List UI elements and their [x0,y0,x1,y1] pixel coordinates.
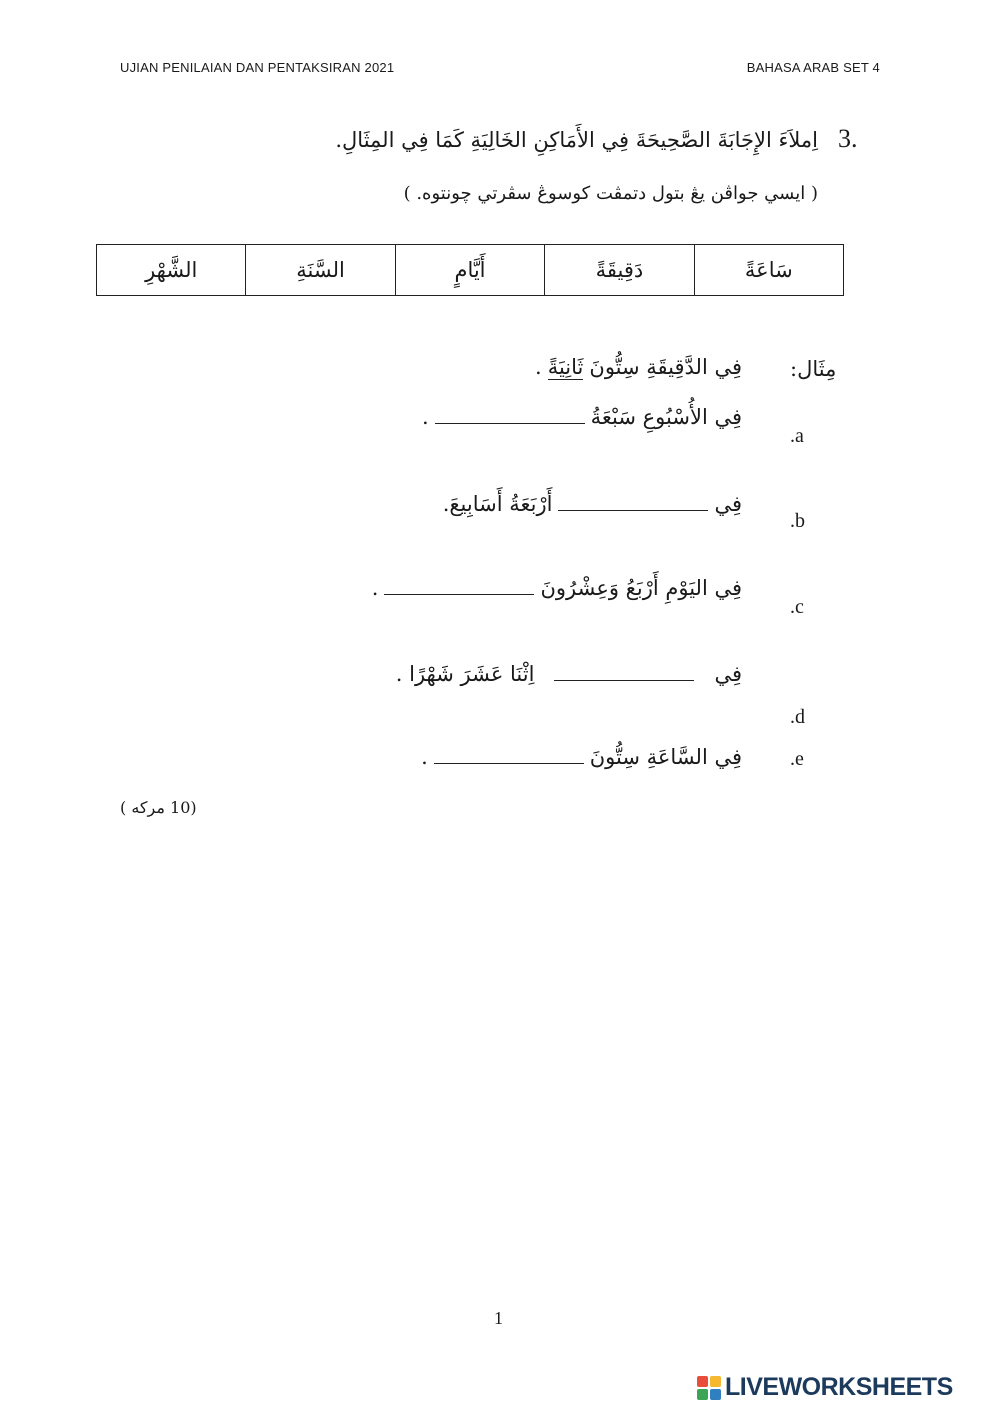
example-sentence [535,355,742,380]
item-c-sentence [372,576,742,600]
page-number: 1 [494,1308,503,1328]
item-c-end: . [371,576,379,600]
header-left-title: UJIAN PENILAIAN DAN PENTAKSIRAN 2021 [120,60,395,75]
liveworksheets-wordmark: LIVEWORKSHEETS [725,1373,953,1401]
item-e-text: فِي السَّاعَةِ سِتُّونَ [589,745,742,769]
item-b-letter: .b [790,510,805,532]
item-e-letter: .e [790,748,804,770]
logo-square [697,1389,708,1400]
word-bank-table [96,244,844,296]
logo-square [697,1376,708,1387]
word-bank-cell: أَيَّامٍ [395,245,544,295]
item-a-letter: .a [790,425,804,447]
item-a-end: . [421,405,429,429]
example-label: مِثَال: [790,357,837,381]
question-number: 3. [838,124,858,153]
item-e-end: . [421,745,428,769]
item-e-sentence [421,745,742,769]
example-answer: ثَانِيَةً [547,355,584,379]
word-bank-cell: دَقِيقَةً [544,245,693,295]
word-bank-cell: سَاعَةً [694,245,843,295]
item-b-sentence [443,492,742,516]
instruction-jawi: ( ايسي جواڤن يڠ بتول دتمڤت كوسوڠ سڤرتي چونتوه. ) [403,183,818,204]
logo-square [710,1376,721,1387]
liveworksheets-icon [697,1376,721,1400]
item-d-text: فِي [714,662,742,686]
item-b-text: فِي [714,492,742,516]
item-a-sentence [422,405,742,429]
word-bank-cell: الشَّهْرِ [145,258,198,282]
word-bank-cell: السَّنَةِ [245,245,394,295]
item-b-answer-blank[interactable] [558,509,708,511]
logo-square [710,1389,721,1400]
item-d-answer-blank[interactable] [554,679,694,681]
item-d-sentence [396,662,742,686]
item-e-answer-blank[interactable] [434,762,584,764]
item-b-end: أَرْبَعَةُ أَسَابِيعَ. [442,492,553,516]
marks-label: (10 مركه ) [120,798,197,817]
example-end: . [535,355,542,379]
liveworksheets-logo[interactable] [697,1373,953,1402]
example-text: فِي الدَّقِيقَةِ سِتُّونَ [589,355,742,379]
header-right-title: BAHASA ARAB SET 4 [746,60,880,75]
item-d-letter: .d [790,706,805,728]
item-c-answer-blank[interactable] [384,593,534,595]
instruction-arabic: اِملاَءَ الإِجَابَةَ الصَّحِيحَةَ فِي الأَمَاكِنِ الخَالِيَةِ كَمَا فِي المِثَالِ. [335,128,818,152]
item-a-answer-blank[interactable] [435,422,585,424]
item-d-end: اِثْنَا عَشَرَ شَهْرًا . [395,662,535,686]
item-c-text: فِي اليَوْمِ أَرْبَعُ وَعِشْرُونَ [540,576,742,600]
item-c-letter: .c [790,596,804,618]
item-a-text: فِي الأُسْبُوعِ سَبْعَةُ [590,405,742,429]
